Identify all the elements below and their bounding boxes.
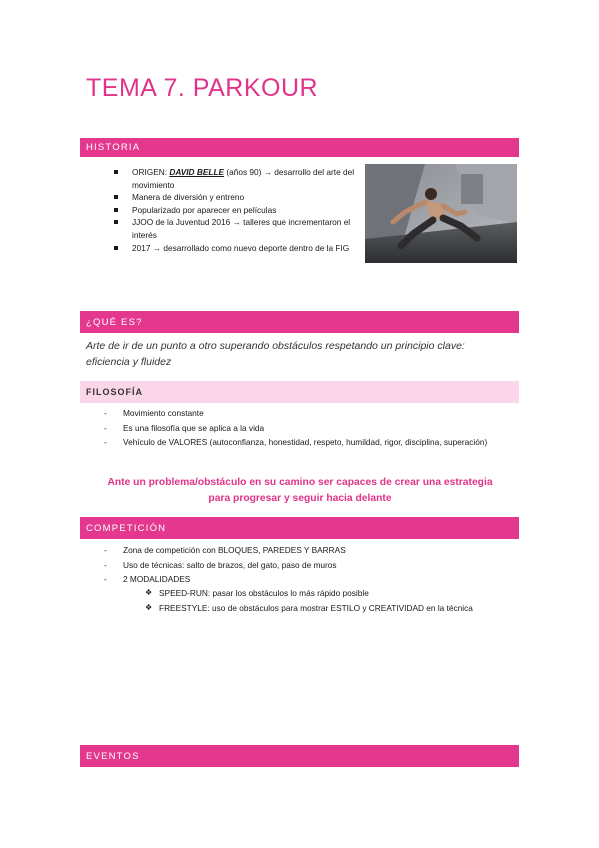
list-item: - Vehículo de VALORES (autoconfianza, honestidad, respeto, humildad, rigor, disciplina, superación) (100, 435, 510, 450)
parkour-jumper-image (365, 164, 517, 263)
section-header-label: ¿QUÉ ES? (86, 316, 143, 328)
list-item: - Movimiento constante (100, 406, 510, 421)
list-item: ❖ SPEED-RUN: pasar los obstáculos lo más rápido posible (145, 586, 515, 601)
david-belle-name: DAVID BELLE (169, 167, 225, 177)
historia-list (110, 166, 355, 254)
list-item: ORIGEN: DAVID BELLE (años 90) → desarrollo del arte del movimiento (110, 166, 355, 191)
section-header-label: COMPETICIÓN (86, 522, 167, 534)
que-es-definition: Arte de ir de un punto a otro superando obstáculos respetando un principio clave: eficiencia y fluidez (86, 340, 465, 368)
list-item: Popularizado por aparecer en películas (110, 204, 355, 217)
section-header-que-es (80, 311, 519, 333)
filosofia-highlight: Ante un problema/obstáculo en su camino ser capaces de crear una estrategia para progresar y seguir hacia delante (107, 477, 493, 504)
filosofia-list (100, 406, 510, 450)
parkour-photo (365, 164, 517, 263)
section-header-filosofia (80, 381, 519, 403)
section-header-label: EVENTOS (86, 750, 140, 762)
list-item: - Uso de técnicas: salto de brazos, del gato, paso de muros (100, 558, 510, 573)
modalidades-list (145, 586, 515, 615)
competicion-list (100, 543, 510, 587)
page-title: TEMA 7. PARKOUR (86, 74, 319, 102)
list-item: 2017 → desarrollado como nuevo deporte dentro de la FIG (110, 242, 355, 255)
list-item: ❖ FREESTYLE: uso de obstáculos para mostrar ESTILO y CREATIVIDAD en la técnica (145, 601, 515, 616)
section-header-historia (80, 138, 519, 157)
list-item: - Zona de competición con BLOQUES, PAREDES Y BARRAS (100, 543, 510, 558)
section-header-eventos (80, 745, 519, 767)
list-item: JJOO de la Juventud 2016 → talleres que incrementaron el interés (110, 216, 355, 241)
section-header-label: HISTORIA (86, 142, 141, 153)
list-item: Manera de diversión y entreno (110, 191, 355, 204)
section-header-label: FILOSOFÍA (86, 387, 143, 397)
list-item: - Es una filosofía que se aplica a la vida (100, 421, 510, 436)
section-header-competicion (80, 517, 519, 539)
list-item: - 2 MODALIDADES (100, 572, 510, 587)
